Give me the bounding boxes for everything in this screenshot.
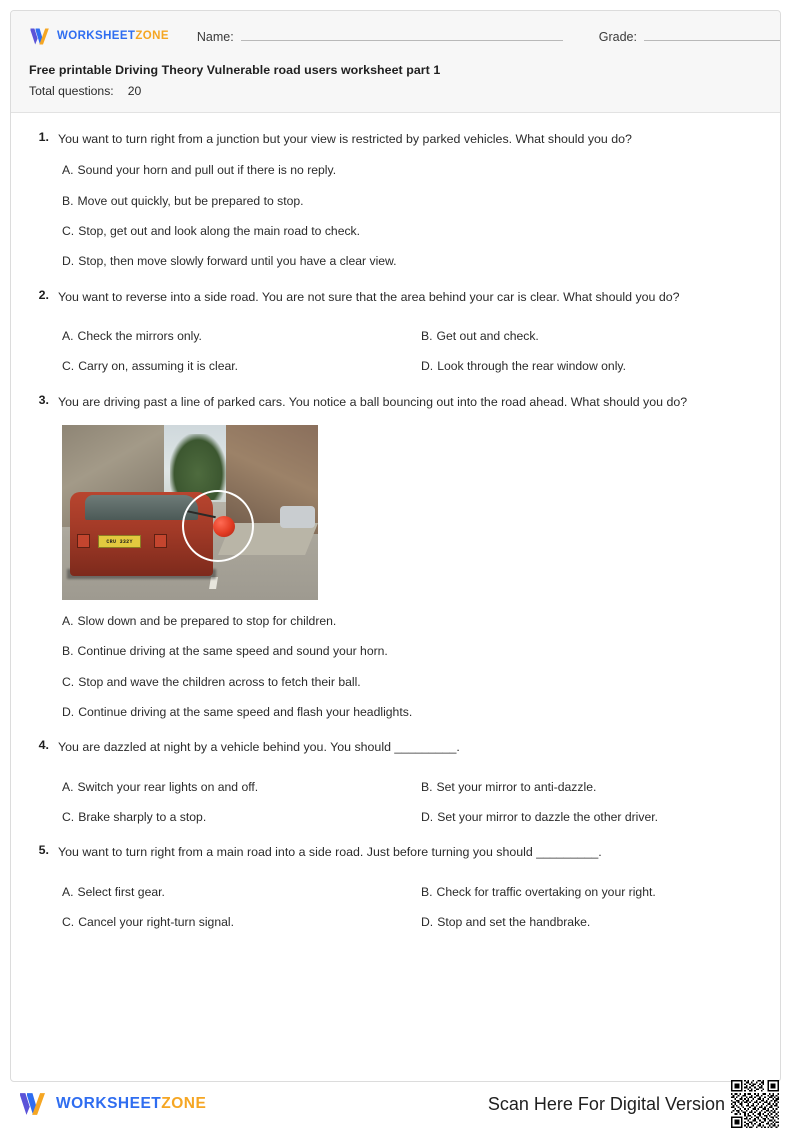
question-item [29,288,762,376]
option-item[interactable] [58,612,762,630]
total-questions [29,84,762,98]
options-list [58,871,762,932]
options-list [58,766,762,827]
option-item[interactable] [58,778,403,796]
worksheet-title: Free printable Driving Theory Vulnerable road users worksheet part 1 [29,63,441,77]
option-letter: B. [62,193,74,208]
option-text: Sound your horn and pull out if there is no reply. [77,163,337,178]
qr-code-icon[interactable] [731,1080,779,1128]
question-text: You want to turn right from a junction but your view is restricted by parked vehicles. What should you do? [58,132,632,146]
option-item[interactable] [417,327,762,345]
option-letter: D. [62,254,75,269]
question-item [29,738,762,826]
footer-logo-text-primary: WORKSHEET [56,1095,162,1112]
question-figure-image [62,425,318,600]
options-list [58,315,762,376]
option-letter: D. [62,705,75,720]
question-body [49,738,762,826]
worksheet-page [10,10,781,1082]
option-text: Continue driving at the same speed and flash your headlights. [78,705,413,720]
figure-tail-light-right [154,534,167,548]
footer-brand-logo [18,1091,206,1117]
option-letter: C. [62,359,75,374]
question-text: You want to reverse into a side road. You are not sure that the area behind your car is clear. What should you do? [58,289,680,304]
figure-red-ball [213,516,235,537]
option-item[interactable] [58,883,403,901]
option-text: Check for traffic overtaking on your right. [436,884,656,899]
question-item [29,130,762,271]
name-field[interactable] [197,28,563,44]
question-number: 5. [38,843,49,858]
figure-license-plate: CRU 332Y [98,535,142,547]
option-item[interactable] [58,642,762,660]
grade-field[interactable] [599,28,781,44]
option-item[interactable] [58,192,762,210]
figure-car-rear-window [85,495,198,520]
brand-logo-text-primary: WORKSHEET [57,30,136,42]
page-footer [10,1086,781,1122]
option-text: Carry on, assuming it is clear. [78,359,239,374]
option-letter: D. [421,810,434,825]
option-text: Select first gear. [77,884,165,899]
worksheet-zone-logo-icon [29,27,51,46]
total-questions-value: 20 [127,84,142,98]
option-letter: D. [421,359,434,374]
option-text: Brake sharply to a stop. [78,810,207,825]
option-letter: D. [421,915,434,930]
option-letter: A. [62,779,74,794]
option-item[interactable] [417,913,762,931]
option-letter: B. [421,884,433,899]
total-questions-label: Total questions: [29,84,114,98]
question-item [29,393,762,722]
question-text: You are dazzled at night by a vehicle behind you. You should _________. [58,740,460,755]
option-item[interactable] [58,808,403,826]
option-item[interactable] [417,357,762,375]
option-text: Continue driving at the same speed and sound your horn. [77,644,388,659]
option-item[interactable] [58,913,403,931]
worksheet-header [11,11,780,113]
option-letter: B. [62,644,74,659]
option-letter: A. [62,614,74,629]
option-item[interactable] [417,808,762,826]
option-item[interactable] [58,252,762,270]
option-text: Stop and set the handbrake. [437,915,591,930]
option-text: Set your mirror to anti-dazzle. [436,779,597,794]
worksheet-zone-logo-icon [18,1091,48,1117]
header-top-row [29,23,762,49]
grade-input-line[interactable] [644,28,781,41]
option-text: Switch your rear lights on and off. [77,779,259,794]
option-letter: C. [62,224,75,239]
question-number: 4. [38,738,49,753]
brand-logo-text [57,30,169,42]
options-list [58,161,762,270]
name-input-line[interactable] [241,28,563,41]
option-item[interactable] [417,778,762,796]
question-body [49,393,762,722]
question-body [49,130,762,271]
option-item[interactable] [58,673,762,691]
questions-container [11,113,780,932]
option-letter: C. [62,674,75,689]
option-item[interactable] [58,703,762,721]
option-item[interactable] [58,222,762,240]
scan-prompt-text: Scan Here For Digital Version [487,1093,725,1114]
option-letter: A. [62,329,74,344]
footer-brand-logo-text [56,1095,206,1113]
option-item[interactable] [58,161,762,179]
option-letter: B. [421,329,433,344]
option-text: Set your mirror to dazzle the other driver. [437,810,659,825]
option-letter: A. [62,163,74,178]
option-letter: B. [421,779,433,794]
option-text: Stop, get out and look along the main road to check. [78,224,361,239]
option-letter: A. [62,884,74,899]
option-item[interactable] [58,357,403,375]
question-body [49,843,762,931]
option-letter: C. [62,810,75,825]
option-item[interactable] [58,327,403,345]
option-text: Move out quickly, but be prepared to stop. [77,193,304,208]
option-text: Look through the rear window only. [437,359,626,374]
question-text: You are driving past a line of parked cars. You notice a ball bouncing out into the road ahead. What should you do? [58,394,688,409]
options-list [58,612,762,721]
figure-tail-light-left [77,534,90,548]
question-item [29,843,762,931]
question-number: 2. [38,287,49,302]
figure-parked-car-right [280,506,316,529]
option-item[interactable] [417,883,762,901]
option-text: Stop, then move slowly forward until you have a clear view. [78,254,397,269]
option-text: Cancel your right-turn signal. [78,915,234,930]
option-text: Stop and wave the children across to fetch their ball. [78,674,361,689]
option-text: Slow down and be prepared to stop for children. [77,614,337,629]
question-number: 3. [38,392,49,407]
option-text: Check the mirrors only. [77,329,202,344]
brand-logo [29,27,169,46]
question-text: You want to turn right from a main road into a side road. Just before turning you should _________. [58,845,602,860]
name-label: Name: [196,30,234,44]
footer-logo-text-secondary: ZONE [161,1095,207,1112]
question-number: 1. [38,130,49,144]
option-text: Get out and check. [436,329,539,344]
option-letter: C. [62,915,75,930]
brand-logo-text-secondary: ZONE [135,30,169,42]
grade-label: Grade: [598,30,637,44]
question-body [49,288,762,376]
